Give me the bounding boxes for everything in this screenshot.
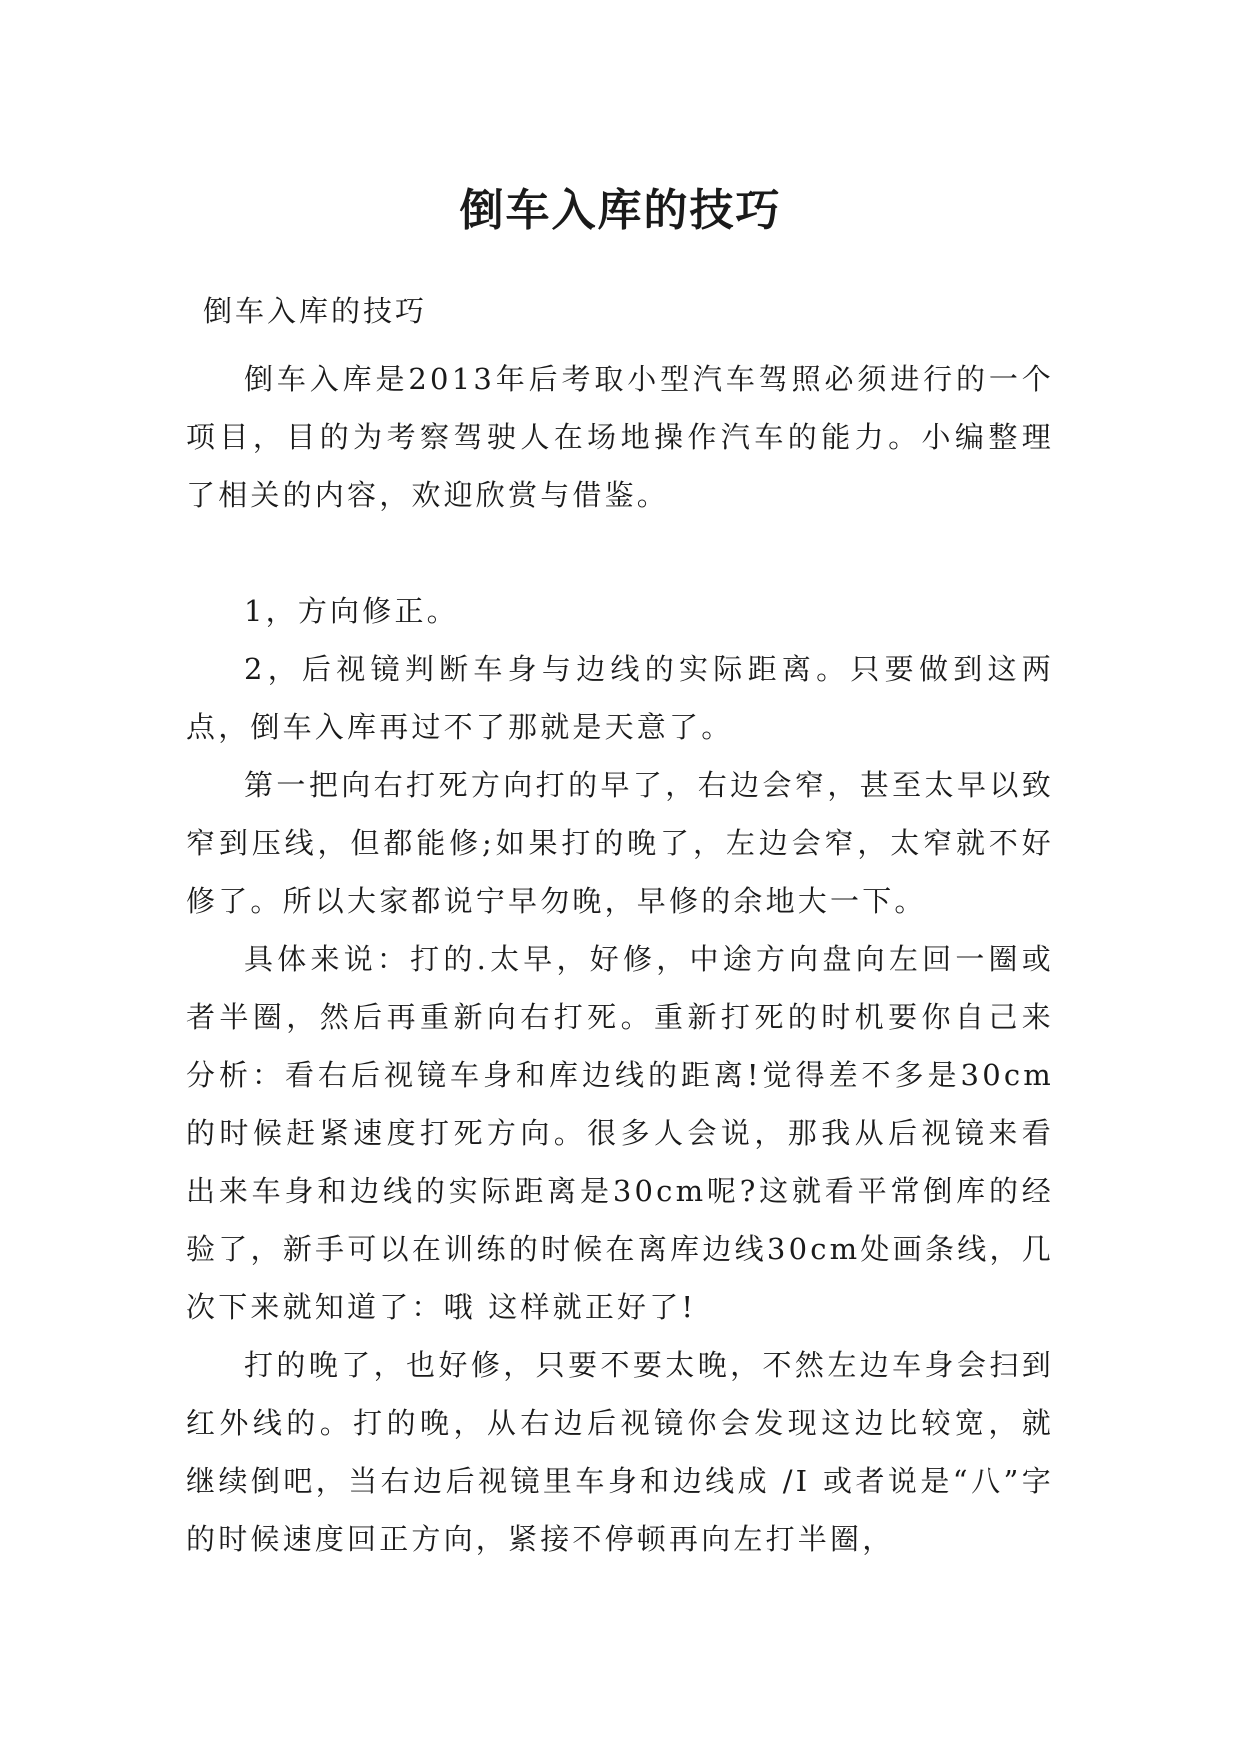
paragraph-spacer — [186, 524, 1054, 582]
document-title: 倒车入库的技巧 — [459, 185, 782, 237]
paragraph-intro: 倒车入库是2013年后考取小型汽车驾照必须进行的一个项目，目的为考察驾驶人在场地操作汽车的能力。小编整理了相关的内容，欢迎欣赏与借鉴。 — [186, 362, 1054, 512]
document-subtitle: 倒车入库的技巧 — [203, 294, 428, 328]
paragraph-too-late: 打的晚了，也好修，只要不要太晚，不然左边车身会扫到红外线的。打的晚，从右边后视镜你会发现这边比较宽，就继续倒吧，当右边后视镜里车身和边线成 /I 或者说是“八”字的时候速度回正方向，紧接不停顿再向左打半圈， — [186, 1348, 1054, 1556]
paragraph-too-early: 具体来说：打的.太早，好修，中途方向盘向左回一圈或者半圈，然后再重新向右打死。重新打死的时机要你自己来分析：看右后视镜车身和库边线的距离!觉得差不多是30cm的时候赶紧速度打死方向。很多人会说，那我从后视镜来看出来车身和边线的实际距离是30cm呢?这就看平常倒库的经验了，新手可以在训练的时候在离库边线30cm处画条线，几次下来就知道了：哦 这样就正好了! — [186, 942, 1054, 1324]
paragraph-point-2: 2，后视镜判断车身与边线的实际距离。只要做到这两点，倒车入库再过不了那就是天意了。 — [186, 652, 1054, 744]
document-body — [186, 350, 1054, 1568]
paragraph-early-late: 第一把向右打死方向打的早了，右边会窄，甚至太早以致窄到压线，但都能修;如果打的晚了，左边会窄，太窄就不好修了。所以大家都说宁早勿晚，早修的余地大一下。 — [186, 768, 1054, 918]
paragraph-point-1: 1，方向修正。 — [244, 594, 459, 628]
